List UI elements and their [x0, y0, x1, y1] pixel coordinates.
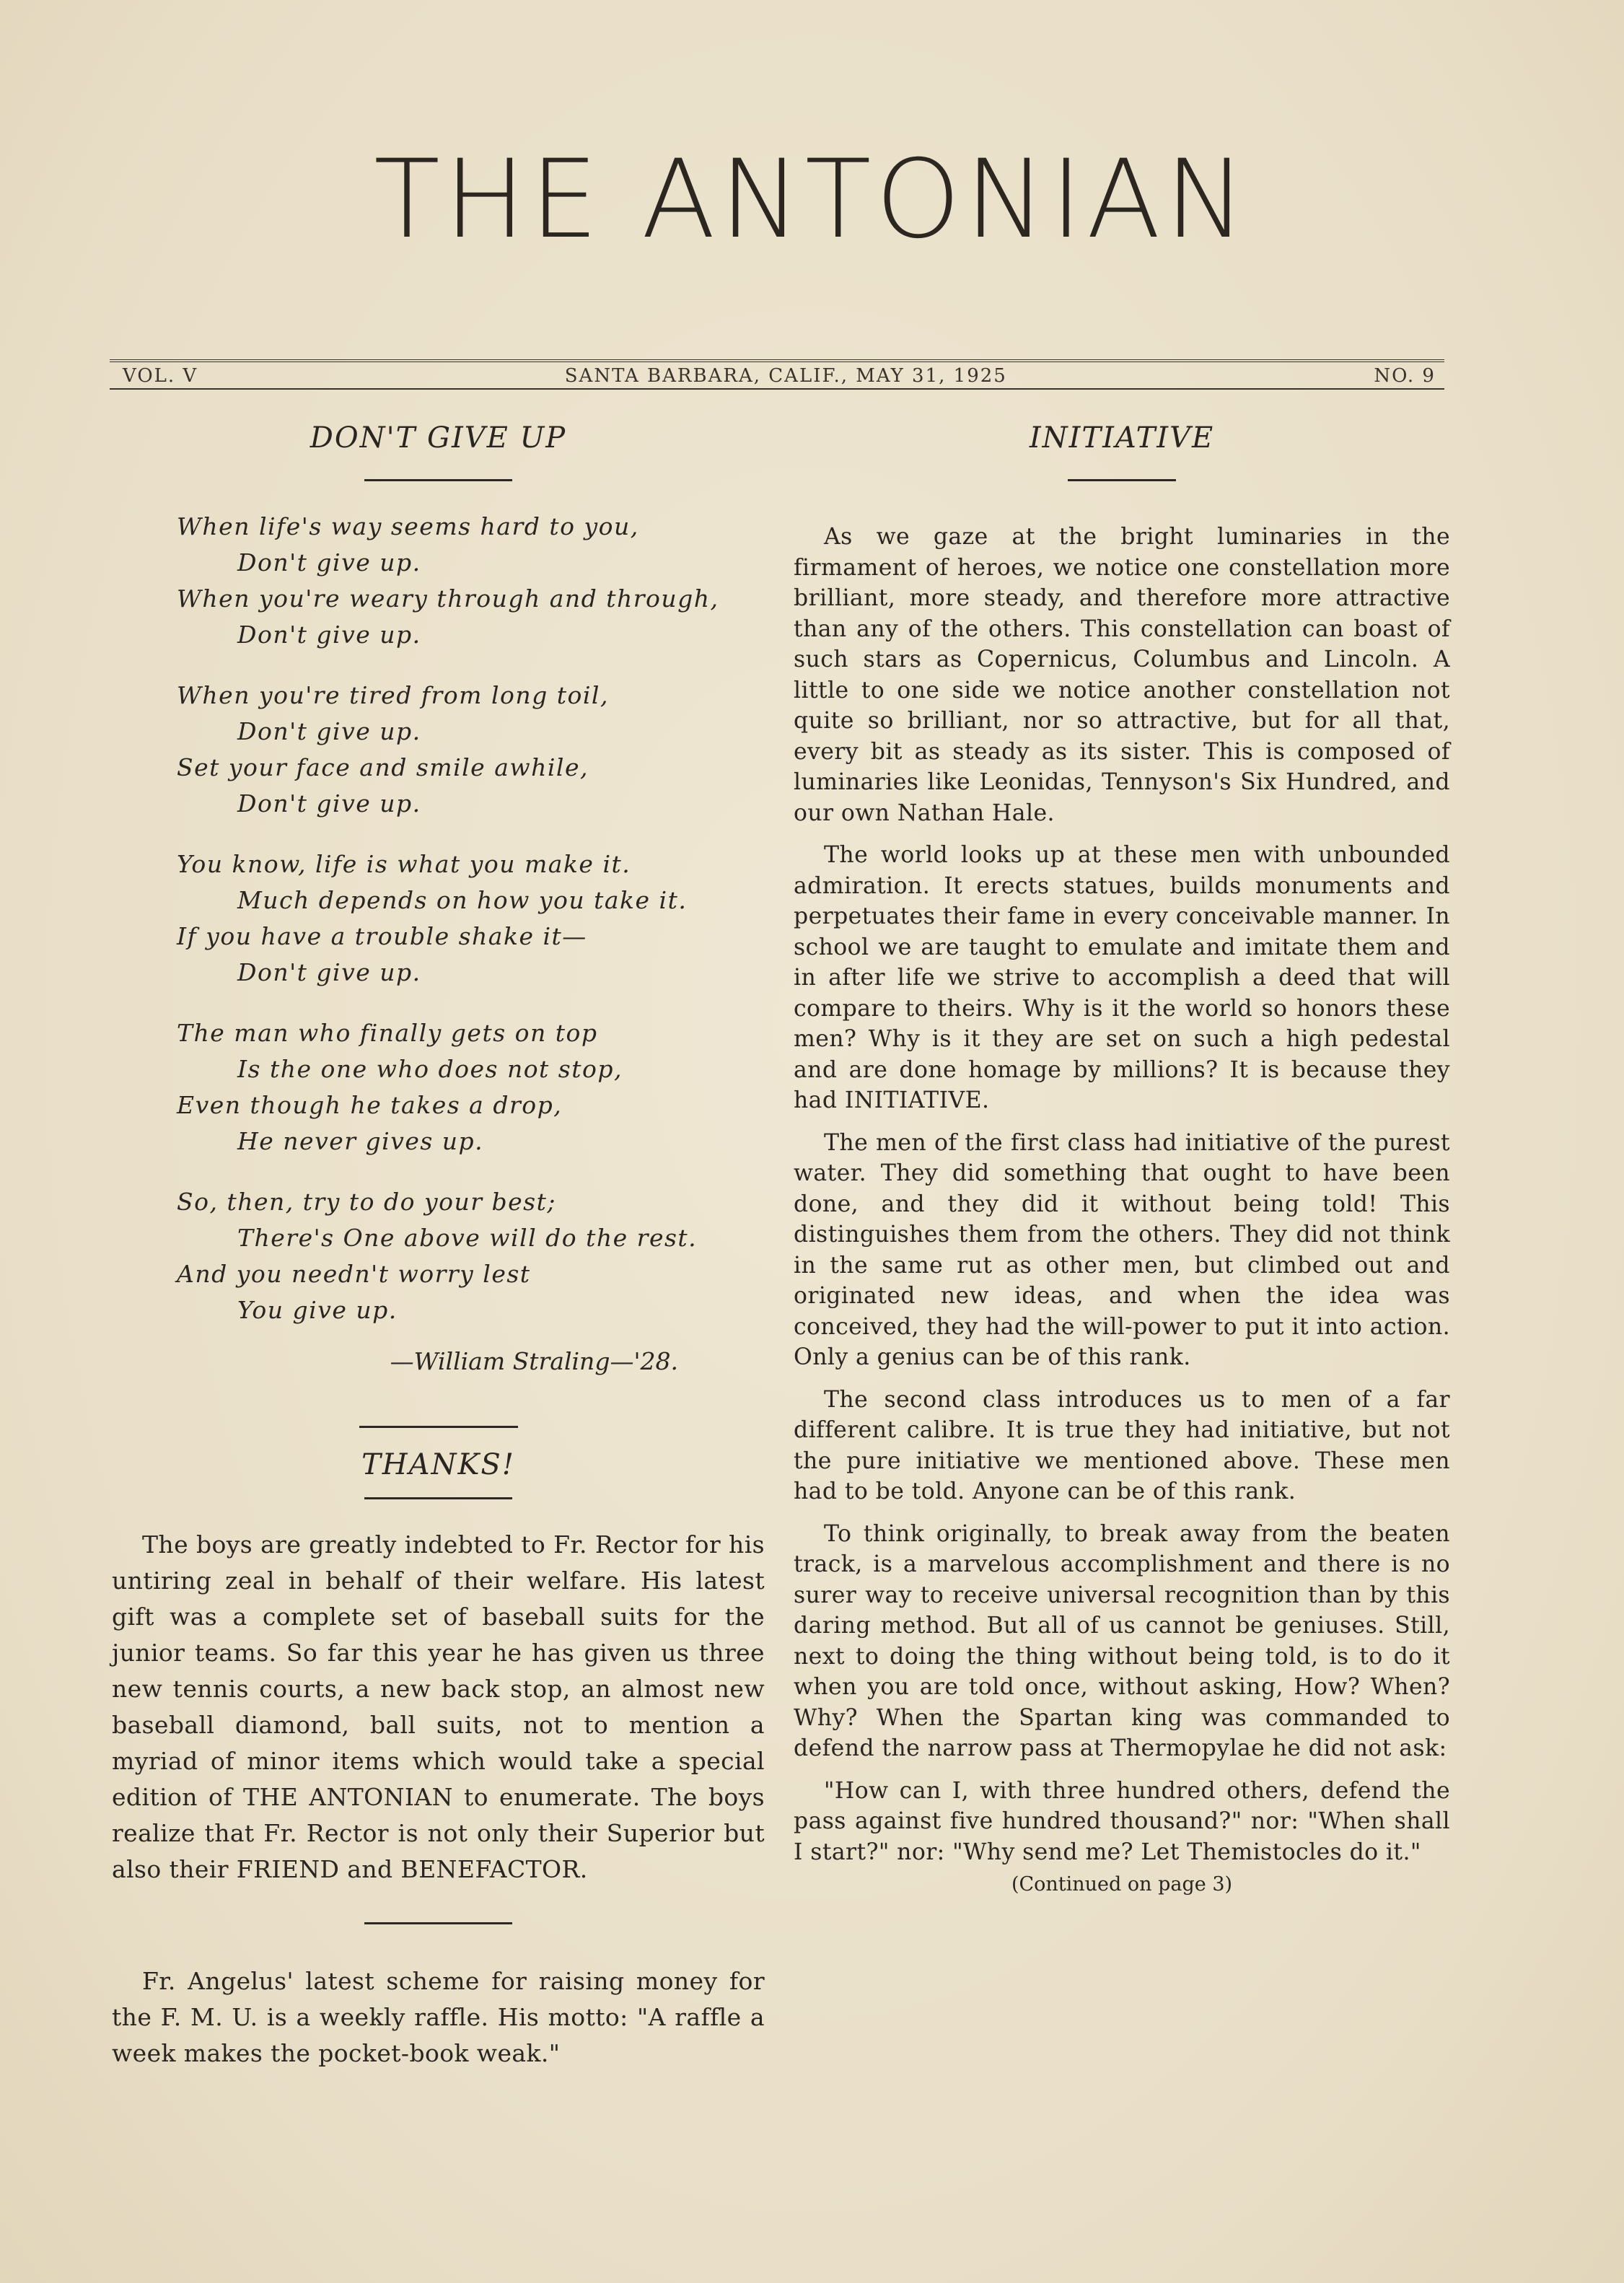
divider [1068, 479, 1176, 481]
poem-line: When you're weary through and through, [177, 584, 719, 613]
poem-line: So, then, try to do your best; [177, 1188, 556, 1216]
paragraph: To think originally, to break away from the beaten track, is a marvelous accomplishment and there is no surer way to receive universal recognition than by this daring method. But all of us cannot be geniuses. Still, next to doing the thing without being told, is to do it when you are told once, without asking, How? When? Why? When the Spartan king was commanded to defend the narrow pass at Thermopylae he did not ask: [794, 1520, 1450, 1761]
poem-line: Don't give up. [237, 958, 421, 986]
poem-line: Set your face and smile awhile, [177, 753, 589, 781]
masthead-rule-top [110, 359, 1444, 362]
thanks-title: THANKS! [361, 1448, 515, 1481]
stanza [177, 1184, 765, 1328]
poem-attribution: —William Straling—'28. [390, 1347, 678, 1375]
poem-line: Don't give up. [237, 621, 421, 649]
raffle-article [112, 1963, 765, 2072]
volume-label: VOL. V [123, 365, 198, 387]
poem-line: Don't give up. [237, 717, 421, 745]
poem-line: Don't give up. [237, 548, 421, 577]
poem-line: You know, life is what you make it. [177, 850, 631, 878]
divider [359, 1426, 518, 1428]
paragraph: "How can I, with three hundred others, defend the pass against five hundred thousand?" nor: "When shall I start?" nor: "Why send me? Let Themistocles do it." [794, 1777, 1450, 1865]
masthead-title: THE ANTONIAN [374, 137, 1250, 263]
poem-line: He never gives up. [237, 1127, 484, 1155]
poem-line: The man who finally gets on top [177, 1019, 598, 1047]
poem-line: When life's way seems hard to you, [177, 512, 639, 540]
poem-line: When you're tired from long toil, [177, 681, 609, 709]
initiative-article [794, 522, 1450, 1867]
poem-line: There's One above will do the rest. [237, 1224, 698, 1252]
paragraph: The men of the first class had initiative of the purest water. They did something that ought to have been done, and they did it without being told! This distinguishes them from the others. They did not think in the same rut as other men, but climbed out and originated new ideas, and when the idea was conceived, they had the will-power to put it into action. Only a genius can be of this rank. [794, 1129, 1450, 1370]
issue-number: NO. 9 [1374, 365, 1436, 387]
poem [177, 509, 765, 1328]
poem-line: You give up. [237, 1296, 398, 1324]
stanza [177, 846, 765, 991]
place-date: SANTA BARBARA, CALIF., MAY 31, 1925 [564, 365, 1007, 387]
stanza [177, 678, 765, 822]
paragraph: The second class introduces us to men of a far different calibre. It is true they had initiative, but not the pure initiative we mentioned above. These men had to be told. Anyone can be of this rank. [794, 1386, 1450, 1504]
poem-line: Even though he takes a drop, [177, 1091, 563, 1119]
masthead-rule-bottom [110, 388, 1444, 390]
poem-line: Much depends on how you take it. [237, 886, 688, 914]
divider [364, 1922, 512, 1924]
paragraph: Fr. Angelus' latest scheme for raising money for the F. M. U. is a weekly raffle. His motto: "A raffle a week makes the pocket-book weak." [112, 1967, 765, 2067]
paragraph: The boys are greatly indebted to Fr. Rector for his untiring zeal in behalf of their welfare. His latest gift was a complete set of baseball suits for the junior teams. So far this year he has given us three new tennis courts, a new back stop, an almost new baseball diamond, ball suits, not to mention a myriad of minor items which would take a special edition of THE ANTONIAN to enumerate. The boys realize that Fr. Rector is not only their Superior but also their FRIEND and BENEFACTOR. [112, 1530, 765, 1883]
poem-line: If you have a trouble shake it— [177, 922, 587, 950]
left-column [112, 411, 765, 2072]
poem-title: DON'T GIVE UP [310, 421, 567, 455]
stanza [177, 509, 765, 653]
paragraph: As we gaze at the bright luminaries in the firmament of heroes, we notice one constellation more brilliant, more steady, and therefore more attractive than any of the others. This constellation can boast of such stars as Copernicus, Columbus and Lincoln. A little to one side we notice another constellation not quite so brilliant, nor so attractive, but for all that, every bit as steady as its sister. This is composed of luminaries like Leonidas, Tennyson's Six Hundred, and our own Nathan Hale. [794, 524, 1450, 826]
thanks-article [112, 1527, 765, 1888]
divider [364, 479, 512, 481]
right-column [794, 411, 1450, 1896]
poem-line: And you needn't worry lest [177, 1260, 531, 1288]
poem-line: Is the one who does not stop, [237, 1055, 623, 1083]
stanza [177, 1015, 765, 1160]
poem-line: Don't give up. [237, 789, 421, 818]
paragraph: The world looks up at these men with unbounded admiration. It erects statues, builds monuments and perpetuates their fame in every conceivable manner. In school we are taught to emulate and imitate them and in after life we strive to accomplish a deed that will compare to theirs. Why is it the world so honors these men? Why is it they are set on such a high pedestal and are done homage by millions? It is because they had INITIATIVE. [794, 842, 1450, 1113]
divider [364, 1497, 512, 1499]
continued-note: (Continued on page 3) [1011, 1873, 1233, 1896]
initiative-title: INITIATIVE [1029, 421, 1215, 455]
dateline [123, 365, 1436, 387]
